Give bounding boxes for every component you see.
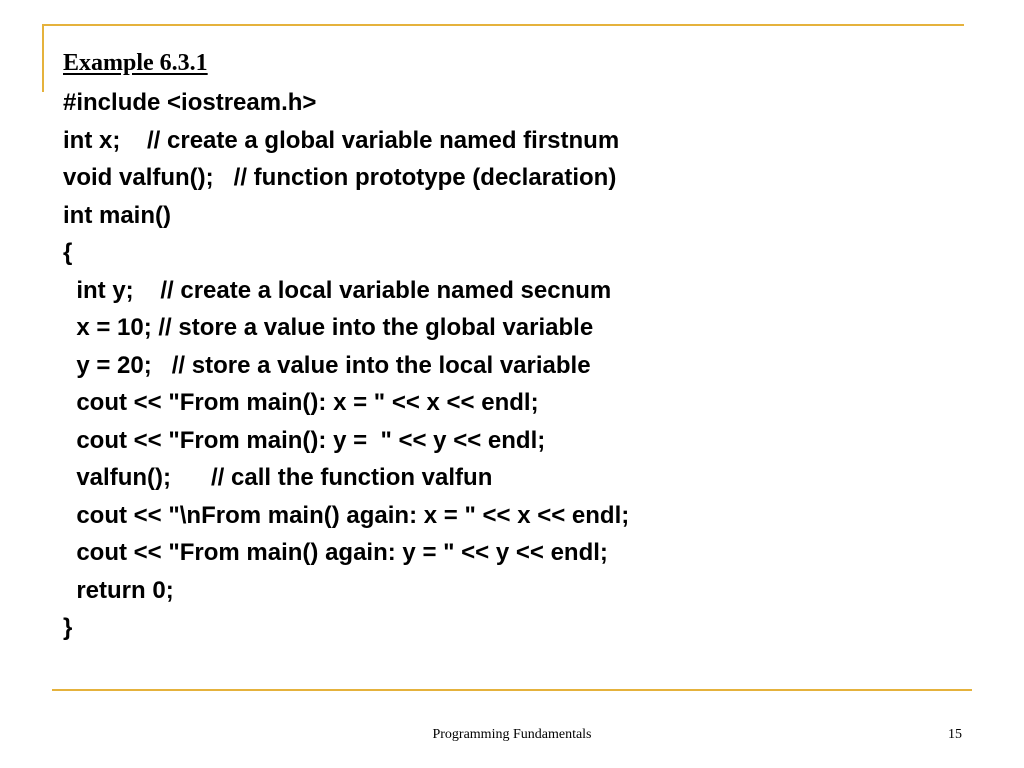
bottom-accent-line [52, 689, 972, 691]
code-line: y = 20; // store a value into the local variable [63, 351, 591, 379]
code-line: x = 10; // store a value into the global variable [63, 314, 594, 341]
code-line: cout << "From main(): y = " << y << endl; [63, 426, 546, 454]
page-number: 15 [948, 727, 962, 742]
code-line: cout << "From main(): x = " << x << endl; [63, 389, 539, 416]
code-line: int y; // create a local variable named secnum [63, 276, 612, 304]
code-line: } [63, 614, 73, 641]
code-line: { [63, 239, 73, 266]
code-line: #include <iostream.h> [63, 89, 317, 116]
footer-title: Programming Fundamentals [432, 727, 592, 742]
code-line: cout << "\nFrom main() again: x = " << x << endl; [63, 501, 630, 529]
top-accent-line [42, 24, 964, 26]
left-accent-line [42, 24, 44, 92]
code-line: return 0; [63, 576, 174, 604]
slide-title: Example 6.3.1 [63, 50, 208, 76]
code-block [63, 84, 629, 647]
code-line: int x; // create a global variable named firstnum [63, 126, 620, 154]
code-line: int main() [63, 201, 171, 229]
code-line: void valfun(); // function prototype (declaration) [63, 164, 617, 191]
code-line: cout << "From main() again: y = " << y << endl; [63, 539, 608, 566]
code-line: valfun(); // call the function valfun [63, 464, 493, 491]
